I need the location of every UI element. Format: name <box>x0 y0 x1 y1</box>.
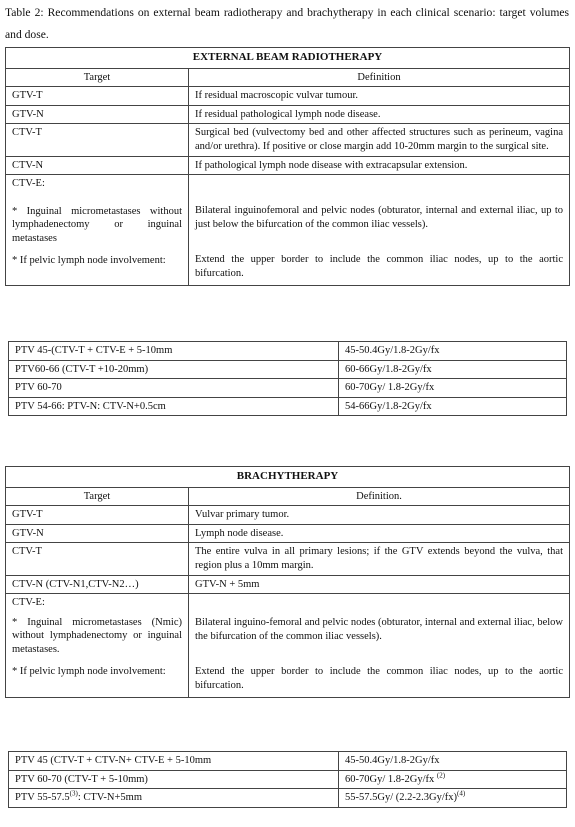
table-row <box>6 175 570 285</box>
ptv-text: PTV 55-57.5 <box>15 792 70 804</box>
ctve-definition-cell <box>189 594 570 697</box>
definition-cell: GTV-N + 5mm <box>189 575 570 594</box>
ptv-text-after: : CTV-N+5mm <box>77 792 142 804</box>
dose-cell: 60-66Gy/1.8-2Gy/fx <box>339 360 567 379</box>
ctve-label: CTV-E: <box>12 178 45 190</box>
target-cell: CTV-T <box>6 543 189 575</box>
ctve-subcase-2: * If pelvic lymph node involvement: <box>12 254 166 266</box>
definition-cell: If residual macroscopic vulvar tumour. <box>189 87 570 106</box>
ctve-subcase-2: * If pelvic lymph node involvement: <box>12 665 166 677</box>
ebrt-col-definition: Definition <box>189 68 570 87</box>
ebrt-col-target: Target <box>6 68 189 87</box>
definition-cell: The entire vulva in all primary lesions; if the GTV extends beyond the vulva, that region plus a 10mm margin. <box>189 543 570 575</box>
ptv-cell: PTV 54-66: PTV-N: CTV-N+0.5cm <box>9 397 339 416</box>
target-cell: CTV-T <box>6 124 189 156</box>
ebrt-table <box>5 47 570 286</box>
table-row <box>9 789 567 808</box>
dose-cell <box>339 770 567 789</box>
dose-text: 55-57.5Gy/ (2.2-2.3Gy/fx) <box>345 792 457 804</box>
table-row <box>9 360 567 379</box>
definition-cell: Vulvar primary tumor. <box>189 506 570 525</box>
ebrt-title: EXTERNAL BEAM RADIOTHERAPY <box>6 48 570 69</box>
ptv-cell: PTV60-66 (CTV-T +10-20mm) <box>9 360 339 379</box>
ptv-text: PTV 60-70 (CTV-T + 5-10mm) <box>15 773 148 785</box>
brachy-col-definition: Definition. <box>189 487 570 506</box>
target-cell: CTV-N (CTV-N1,CTV-N2…) <box>6 575 189 594</box>
table-row <box>6 124 570 156</box>
brachy-dose-table <box>8 751 567 808</box>
ctve-definition-1: Bilateral inguino-femoral and pelvic nodes (obturator, internal and external iliac, below the bifurcation of the common iliac vessels). <box>195 617 564 642</box>
dose-cell: 45-50.4Gy/1.8-2Gy/fx <box>339 342 567 361</box>
ctve-definition-2: Extend the upper border to include the common iliac nodes, up to the aortic bifurcation. <box>195 666 564 691</box>
definition-cell: Surgical bed (vulvectomy bed and other affected structures such as perineum, vagina and/or urethra). If positive or close margin add 10-20mm margin to the surgical site. <box>189 124 570 156</box>
brachy-title: BRACHYTHERAPY <box>6 467 570 488</box>
ctve-definition-2: Extend the upper border to include the common iliac nodes, up to the aortic bifurcation. <box>195 254 563 279</box>
table-row <box>6 105 570 124</box>
ctve-definition-1: Bilateral inguinofemoral and pelvic nodes (obturator, internal and external iliac, up to just below the bifurcation of the common iliac vessels). <box>195 205 563 230</box>
ctve-subcase-1: * Inguinal micrometastases (Nmic) without lymphadenectomy or inguinal metastases. <box>12 616 182 655</box>
table-row <box>6 156 570 175</box>
dose-cell: 54-66Gy/1.8-2Gy/fx <box>339 397 567 416</box>
ptv-cell: PTV 45-(CTV-T + CTV-E + 5-10mm <box>9 342 339 361</box>
table-row <box>9 397 567 416</box>
dose-cell <box>339 789 567 808</box>
dose-cell <box>339 752 567 771</box>
table-row <box>9 342 567 361</box>
dose-cell: 60-70Gy/ 1.8-2Gy/fx <box>339 379 567 398</box>
brachy-table <box>5 466 570 698</box>
table-row <box>6 543 570 575</box>
ctve-definition-cell <box>189 175 570 285</box>
table-row <box>9 752 567 771</box>
table-row <box>6 87 570 106</box>
table-row <box>9 770 567 789</box>
ctve-cell <box>6 594 189 697</box>
table-row <box>6 575 570 594</box>
table-row <box>9 379 567 398</box>
ptv-footnote-ref: (3) <box>69 789 78 798</box>
dose-text: 45-50.4Gy/1.8-2Gy/fx <box>345 755 440 766</box>
table-caption: Table 2: Recommendations on external beam radiotherapy and brachytherapy in each clinical scenario: target volumes and dose. <box>5 6 569 41</box>
ptv-cell: PTV 60-70 <box>9 379 339 398</box>
ptv-text: PTV 45 (CTV-T + CTV-N+ CTV-E + 5-10mm <box>15 755 212 766</box>
ptv-cell <box>9 752 339 771</box>
ebrt-dose-table <box>8 341 567 416</box>
target-cell: GTV-N <box>6 105 189 124</box>
definition-cell: If residual pathological lymph node disease. <box>189 105 570 124</box>
target-cell: CTV-N <box>6 156 189 175</box>
target-cell: GTV-N <box>6 524 189 543</box>
ctve-subcase-1: * Inguinal micrometastases without lymphadenectomy or inguinal metastases <box>12 205 182 244</box>
definition-cell: Lymph node disease. <box>189 524 570 543</box>
ptv-cell <box>9 789 339 808</box>
definition-cell: If pathological lymph node disease with extracapsular extension. <box>189 156 570 175</box>
table-row <box>6 506 570 525</box>
table-row <box>6 594 570 697</box>
ctve-label: CTV-E: <box>12 597 45 609</box>
target-cell: GTV-T <box>6 87 189 106</box>
dose-footnote-ref: (2) <box>436 771 446 780</box>
table-row <box>6 524 570 543</box>
ptv-cell <box>9 770 339 789</box>
brachy-col-target: Target <box>6 487 189 506</box>
target-cell: GTV-T <box>6 506 189 525</box>
ctve-cell <box>6 175 189 285</box>
dose-text: 60-70Gy/ 1.8-2Gy/fx <box>345 773 437 785</box>
dose-footnote-ref: (4) <box>456 789 466 798</box>
